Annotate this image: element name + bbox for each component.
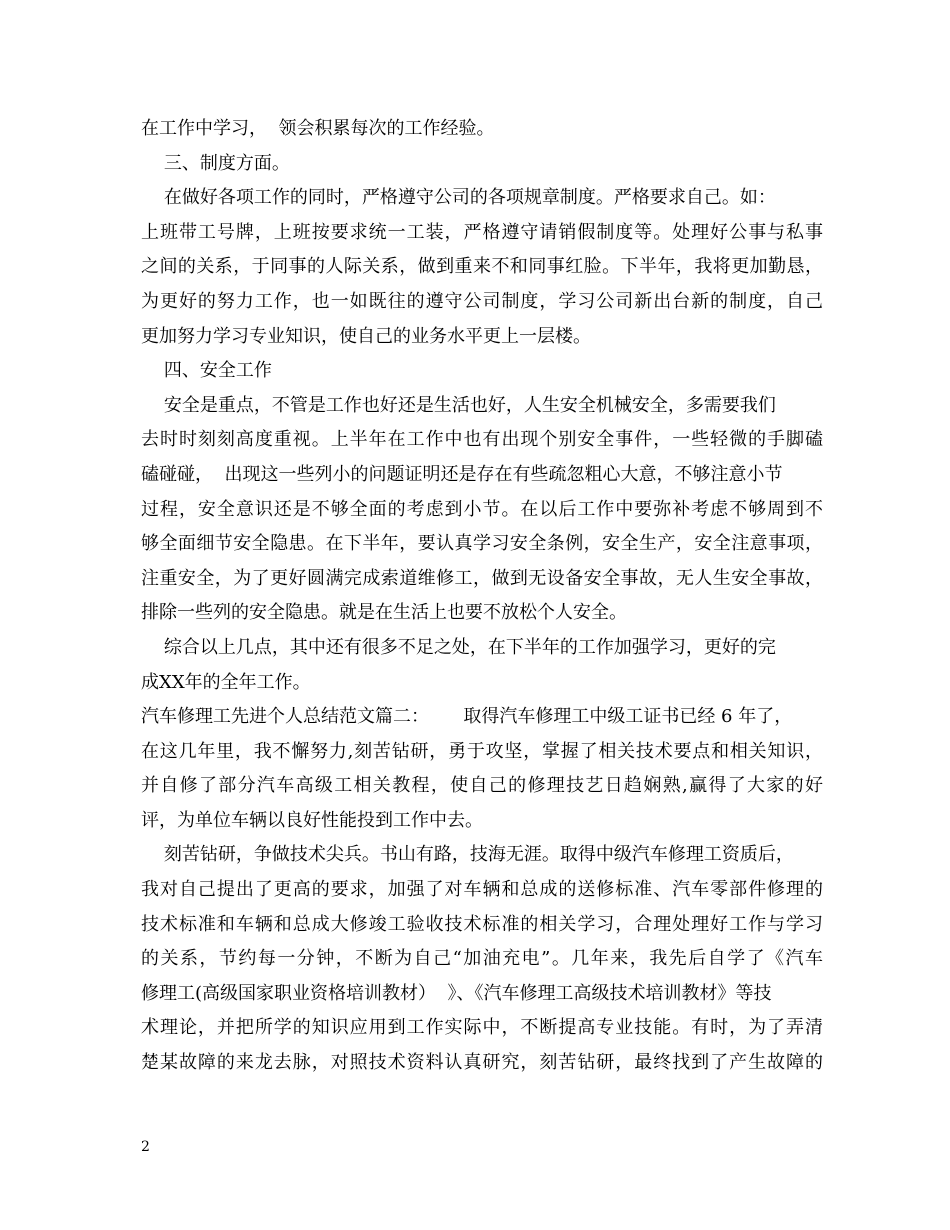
text-line: 术理论，并把所学的知识应用到工作实际中，不断提高专业技能。有时，为了弄清 [141, 1017, 823, 1039]
text-line: 并自修了部分汽车高级工相关教程，使自己的修理技艺日趋娴熟,赢得了大家的好 [141, 775, 823, 797]
text-line: 四、安全工作 [141, 360, 272, 382]
document-body [141, 112, 823, 1081]
text-line: 三、制度方面。 [141, 152, 290, 174]
text-line: 磕碰碰， 出现这一些列小的问题证明还是存在有些疏忽粗心大意，不够注意小节 [141, 463, 783, 485]
text-line: 评，为单位车辆以良好性能投到工作中去。 [141, 809, 483, 831]
text-line: 更加努力学习专业知识，使自己的业务水平更上一层楼。 [141, 325, 591, 347]
text-line: 刻苦钻研，争做技术尖兵。书山有路，技海无涯。取得中级汽车修理工资质后， [141, 844, 794, 866]
text-line: 在工作中学习， 领会积累每次的工作经验。 [141, 118, 495, 139]
text-line: 上班带工号牌，上班按要求统一工装，严格遵守请销假制度等。处理好公事与私事 [141, 221, 823, 243]
text-line: 在这几年里，我不懈努力,刻苦钻研，勇于攻坚，掌握了相关技术要点和相关知识， [141, 740, 823, 762]
text-line: 的关系，节约每一分钟，不断为自己“加油充电”。几年来，我先后自学了《汽车 [141, 948, 823, 970]
text-line: 注重安全，为了更好圆满完成索道维修工，做到无设备安全事故，无人生安全事故， [141, 567, 823, 589]
text-line: 过程，安全意识还是不够全面的考虑到小节。在以后工作中要弥补考虑不够周到不 [141, 498, 823, 520]
text-line: 我对自己提出了更高的要求，加强了对车辆和总成的送修标准、汽车零部件修理的 [141, 879, 823, 901]
text-line: 成XX年的全年工作。 [141, 671, 311, 693]
text-line: 安全是重点，不管是工作也好还是生活也好，人生安全机械安全，多需要我们 [141, 394, 776, 416]
text-line: 修理工(高级国家职业资格培训教材） 》、《汽车修理工高级技术培训教材》等技 [141, 982, 772, 1004]
page-number: 2 [141, 1139, 150, 1155]
text-line: 去时时刻刻高度重视。上半年在工作中也有出现个别安全事件，一些轻微的手脚磕 [141, 429, 823, 451]
text-line: 在做好各项工作的同时，严格遵守公司的各项规章制度。严格要求自己。如： [141, 187, 776, 209]
text-line: 技术标准和车辆和总成大修竣工验收技术标准的相关学习，合理处理好工作与学习 [141, 913, 823, 935]
text-line: 排除一些列的安全隐患。就是在生活上也要不放松个人安全。 [141, 602, 627, 624]
text-line: 汽车修理工先进个人总结范文篇二： 取得汽车修理工中级工证书已经 6 年了， [141, 706, 793, 728]
text-line: 楚某故障的来龙去脉，对照技术资料认真研究，刻苦钻研，最终找到了产生故障的 [141, 1052, 823, 1074]
text-line: 综合以上几点，其中还有很多不足之处，在下半年的工作加强学习，更好的完 [141, 636, 776, 658]
text-line: 够全面细节安全隐患。在下半年，要认真学习安全条例，安全生产，安全注意事项， [141, 533, 823, 555]
text-line: 之间的关系，于同事的人际关系，做到重来不和同事红脸。下半年，我将更加勤恳， [141, 256, 823, 278]
text-line: 为更好的努力工作，也一如既往的遵守公司制度，学习公司新出台新的制度，自己 [141, 290, 823, 312]
